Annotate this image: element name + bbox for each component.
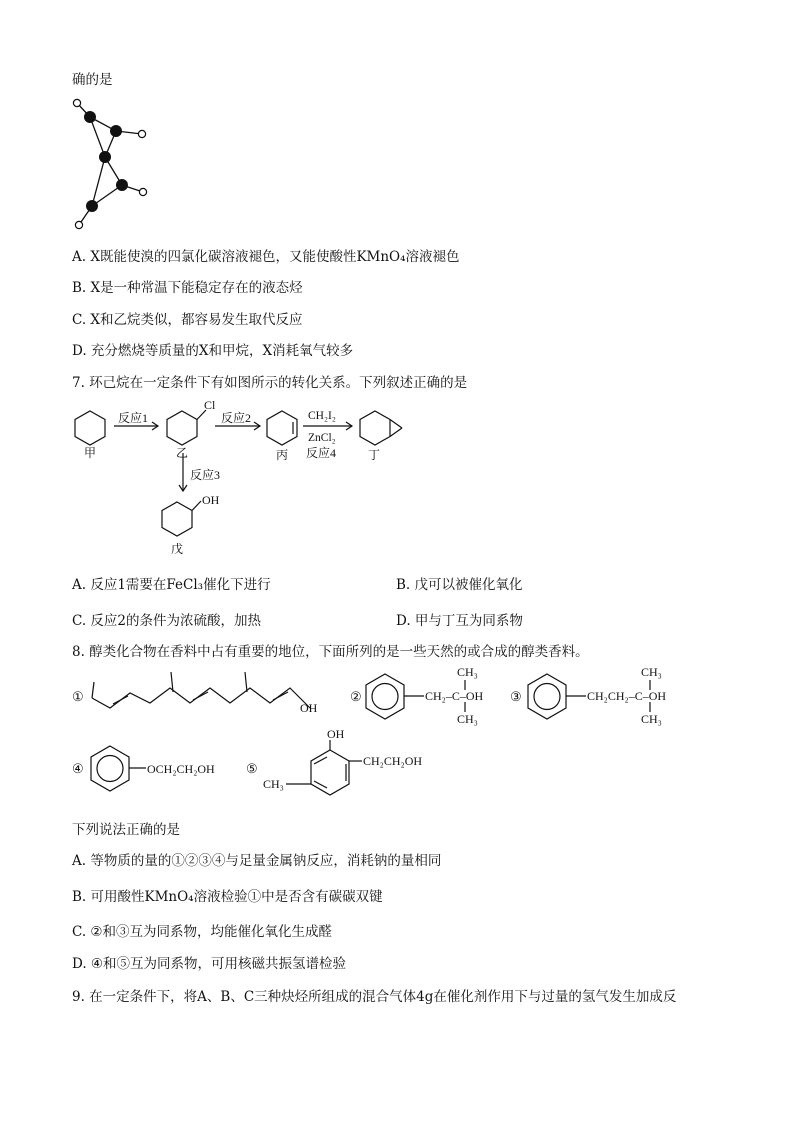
hydroxyl-label: OH xyxy=(202,493,220,507)
q7-option-b: B. 戊可以被催化氧化 xyxy=(396,577,523,593)
q7-reaction-scheme xyxy=(70,395,410,565)
q7-option-c: C. 反应2的条件为浓硫酸，加热 xyxy=(72,613,262,629)
cyclohexane-jia xyxy=(75,411,105,445)
structure-2-chain: CH₂–C–OH xyxy=(425,689,484,703)
structure-3-chain: CH₂CH₂–C–OH xyxy=(587,689,667,703)
label-wu: 戊 xyxy=(171,542,184,556)
q8-option-c: C. ②和③互为同系物，均能催化氧化生成醛 xyxy=(72,924,333,940)
label-bing: 丙 xyxy=(276,448,289,462)
structure-5-oh: OH xyxy=(327,727,345,741)
arrow-label-reaction-2: 反应2 xyxy=(221,411,252,425)
label-ding: 丁 xyxy=(368,448,381,462)
structure-4-chain: OCH₂CH₂OH xyxy=(147,762,215,776)
chlorocyclohexane-yi xyxy=(167,411,197,445)
structure-5-ring xyxy=(286,740,362,795)
structure-1-oh: OH xyxy=(300,701,318,715)
reagent-ch2i2: CH₂I₂ xyxy=(308,410,336,422)
structure-1-number: ① xyxy=(72,689,84,704)
structure-2-number: ② xyxy=(350,689,362,704)
arrow-label-reaction-4: 反应4 xyxy=(306,446,337,460)
structure-5-number: ⑤ xyxy=(246,761,258,776)
label-yi: 乙 xyxy=(176,446,189,460)
q7-option-a: A. 反应1需要在FeCl₃催化下进行 xyxy=(72,577,271,593)
structure-3-number: ③ xyxy=(510,689,522,704)
structure-2-ch3-bottom: CH₃ xyxy=(457,712,478,726)
structure-3-ch3-bottom: CH₃ xyxy=(641,712,662,726)
bicyclo-ding xyxy=(360,411,390,445)
q6-option-c: C. X和乙烷类似，都容易发生取代反应 xyxy=(72,312,303,328)
q8-option-d: D. ④和⑤互为同系物，可用核磁共振氢谱检验 xyxy=(72,956,347,972)
q7-option-d: D. 甲与丁互为同系物 xyxy=(396,613,523,629)
arrow-label-reaction-3: 反应3 xyxy=(190,468,221,482)
q6-option-d: D. 充分燃烧等质量的X和甲烷，X消耗氧气较多 xyxy=(72,343,354,359)
label-jia: 甲 xyxy=(84,446,97,460)
molecule-x-diagram xyxy=(70,95,160,235)
structure-4-number: ④ xyxy=(72,761,84,776)
chloro-label: Cl xyxy=(204,398,216,412)
structure-5-chain: CH₂CH₂OH xyxy=(363,754,423,768)
q6-option-a: A. X既能使溴的四氯化碳溶液褪色，又能使酸性KMnO₄溶液褪色 xyxy=(72,249,460,265)
reagent-zncl2: ZnCl₂ xyxy=(308,432,336,444)
q6-option-b: B. X是一种常温下能稳定存在的液态烃 xyxy=(72,280,303,296)
q8-option-a: A. 等物质的量的①②③④与足量金属钠反应，消耗钠的量相同 xyxy=(72,853,442,869)
structure-3-ch3-top: CH₃ xyxy=(641,665,662,679)
q7-stem: 7. 环己烷在一定条件下有如图所示的转化关系。下列叙述正确的是 xyxy=(72,375,468,391)
q6-intro: 确的是 xyxy=(72,72,113,88)
arrow-label-reaction-1: 反应1 xyxy=(118,411,149,425)
q8-stem: 8. 醇类化合物在香料中占有重要的地位，下面所列的是一些天然的或合成的醇类香料。 xyxy=(72,644,589,660)
cyclohexanol-wu xyxy=(162,502,192,536)
structure-5-ch3: CH₃ xyxy=(263,777,284,791)
structure-1-skeleton xyxy=(92,672,310,708)
q8-option-b: B. 可用酸性KMnO₄溶液检验①中是否含有碳碳双键 xyxy=(72,889,383,905)
q8-structures xyxy=(70,660,710,810)
q8-question: 下列说法正确的是 xyxy=(72,822,180,838)
structure-2-ch3-top: CH₃ xyxy=(457,665,478,679)
q9-stem: 9. 在一定条件下，将A、B、C三种炔烃所组成的混合气体4g在催化剂作用下与过量的氢气发生加成反 xyxy=(72,989,677,1005)
